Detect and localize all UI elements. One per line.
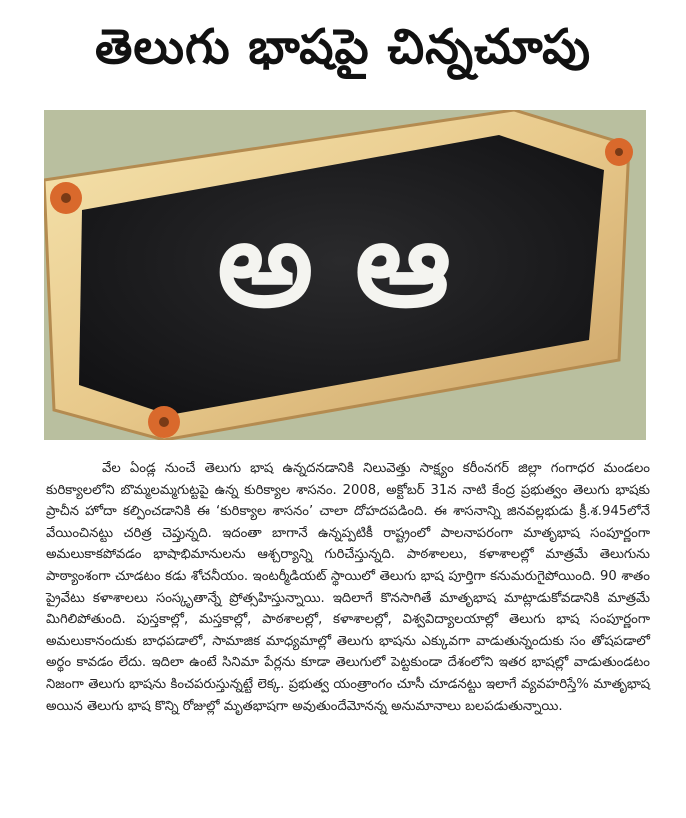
article-paragraph: వేల ఏండ్ల నుంచే తెలుగు భాష ఉన్నదనడానికి నిలువెత్తు సాక్ష్యం కరీంనగర్ జిల్లా గంగాధర మండలం కురిక్యాలలోని బొమ్మలమ్మగుట్టపై ఉన్న కురిక్యాల శాసనం. 2008, అక్టోబర్ 31న నాటి కేంద్ర ప్రభుత్వం తెలుగు భాషకు ప్రాచీన హోదా కల్పించడానికి ఈ ‘కురిక్యాల శాసనం’ చాలా దోహదపడింది. ఈ శాసనాన్ని జినవల్లభుడు క్రీ.శ.945లోనే వేయించినట్టు చరిత్ర చెప్తున్నది. ఇదంతా బాగానే ఉన్నప్పటికీ రాష్ట్రంలో పాలనాపరంగా మాతృభాష సంపూర్ణంగా అమలుకాకపోవడం భాషాభిమానులను ఆశ్చర్యాన్ని గురిచేస్తున్నది. పాఠశాలలు, కళాశాలల్లో మాత్రమే తెలుగును పాఠ్యాంశంగా చూడటం కడు శోచనీయం. ఇంటర్మీడియట్ స్థాయిలో తెలుగు భాష పూర్తిగా కనుమరుగైపోయింది. 90 శాతం ప్రైవేటు కళాశాలలు సంస్కృతాన్నే ప్రోత్సహిస్తున్నాయి. ఇదిలాగే కొనసాగితే మాతృభాష మాట్లాడుకోవడానికి మాత్రమే మిగిలిపోతుంది. పుస్తకాల్లో, మస్తకాల్లో, పాఠశాలల్లో, కళాశాలల్లో, విశ్వవిద్యాలయాల్లో తెలుగు భాష సంపూర్ణంగా అమలుకానందుకు బాధపడాలో, సామాజిక మాధ్యమాల్లో తెలుగు భాషను ఎక్కువగా వాడుతున్నందుకు సం తోషపడాలో అర్థం కావడం లేదు. ఇదిలా ఉంటే సినిమా పేర్లను కూడా తెలుగులో పెట్టకుండా దేశంలోని ఇతర భాషల్లో వాడుతుండటం నిజంగా తెలుగు భాషను కించపరుస్తున్నట్టే లెక్క. ప్రభుత్వ యంత్రాంగం చూసీ చూడనట్టు ఇలాగే వ్యవహరిస్తే% మాతృభాష అయిన తెలుగు భాష కొన్ని రోజుల్లో మృతభాషగా అవుతుందేమోనన్న అనుమానాలు బలపడుతున్నాయి. — [46, 461, 650, 714]
headline: తెలుగు భాషపై చిన్నచూపు — [95, 19, 591, 75]
slate-photo — [44, 110, 646, 440]
slate-letters: అ ఆ — [217, 195, 451, 334]
article-body — [46, 458, 650, 717]
slate-board-icon — [44, 110, 646, 440]
